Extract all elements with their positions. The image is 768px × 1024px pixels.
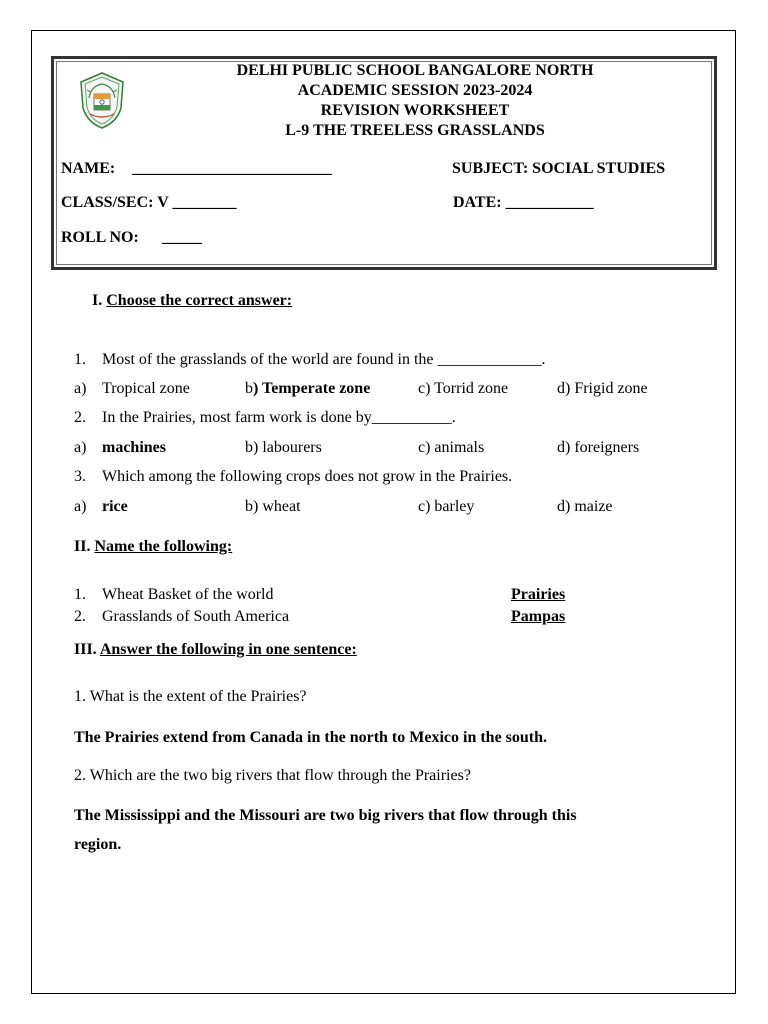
section-2-title: Name the following:	[94, 538, 233, 555]
name-item-2-text: Grasslands of South America	[102, 608, 290, 625]
question-2-number: 2.	[74, 409, 86, 426]
name-item-1-answer: Prairies	[511, 586, 566, 603]
q2-option-a-prefix: a)	[74, 439, 87, 456]
sentence-answer-1: The Prairies extend from Canada in the north to Mexico in the south.	[74, 729, 548, 746]
section-1-title: Choose the correct answer:	[106, 292, 293, 309]
roll-no-blank: _____	[162, 229, 202, 246]
q1-option-d: d) Frigid zone	[557, 380, 648, 397]
q3-option-a-answer: rice	[102, 498, 128, 515]
name-item-1-text: Wheat Basket of the world	[102, 586, 274, 603]
name-item-2-number: 2.	[74, 608, 86, 625]
roll-no-label: ROLL NO:	[61, 229, 139, 246]
q2-option-c: c) animals	[418, 439, 485, 456]
q1-option-b-prefix: b	[245, 380, 253, 397]
q1-option-a: Tropical zone	[102, 380, 190, 397]
name-blank: _________________________	[132, 160, 332, 177]
name-item-2-answer: Pampas	[511, 608, 566, 625]
q1-option-a-prefix: a)	[74, 380, 87, 397]
section-1-heading	[92, 291, 292, 311]
q1-option-b-answer: ) Temperate zone	[253, 380, 371, 397]
sentence-answer-2-line-2: region.	[74, 836, 122, 853]
sentence-question-1: 1. What is the extent of the Prairies?	[74, 688, 307, 705]
section-3-heading	[74, 640, 357, 660]
section-1-numeral: I.	[92, 292, 103, 309]
academic-session: ACADEMIC SESSION 2023-2024	[297, 82, 533, 99]
q3-option-b: b) wheat	[245, 498, 301, 515]
q3-option-a-prefix: a)	[74, 498, 87, 515]
q2-option-a-answer: machines	[102, 439, 166, 456]
q2-option-d: d) foreigners	[557, 439, 640, 456]
question-3-text: Which among the following crops does not grow in the Prairies.	[102, 468, 513, 485]
question-3-number: 3.	[74, 468, 86, 485]
class-sec-field: CLASS/SEC: V ________	[61, 194, 237, 211]
question-1-number: 1.	[74, 351, 86, 368]
subject-field: SUBJECT: SOCIAL STUDIES	[452, 160, 666, 177]
q2-option-b: b) labourers	[245, 439, 322, 456]
sentence-question-2: 2. Which are the two big rivers that flow through the Prairies?	[74, 767, 471, 784]
section-2-heading	[74, 537, 232, 557]
q3-option-c: c) barley	[418, 498, 475, 515]
section-3-numeral: III.	[74, 641, 97, 658]
lesson-title: L-9 THE TREELESS GRASSLANDS	[285, 122, 545, 139]
sentence-answer-2-line-1: The Mississippi and the Missouri are two big rivers that flow through this	[74, 807, 577, 824]
school-name: DELHI PUBLIC SCHOOL BANGALORE NORTH	[236, 62, 594, 79]
q1-option-c: c) Torrid zone	[418, 380, 509, 397]
name-label: NAME:	[61, 160, 116, 177]
q1-option-b	[245, 379, 370, 399]
name-item-1-number: 1.	[74, 586, 86, 603]
date-field: DATE: ___________	[453, 194, 594, 211]
q3-option-d: d) maize	[557, 498, 613, 515]
worksheet-type: REVISION WORKSHEET	[320, 102, 510, 119]
question-2-text: In the Prairies, most farm work is done by__________.	[102, 409, 456, 426]
section-2-numeral: II.	[74, 538, 91, 555]
section-3-title: Answer the following in one sentence:	[99, 641, 357, 658]
question-1-text: Most of the grasslands of the world are found in the _____________.	[102, 351, 546, 368]
